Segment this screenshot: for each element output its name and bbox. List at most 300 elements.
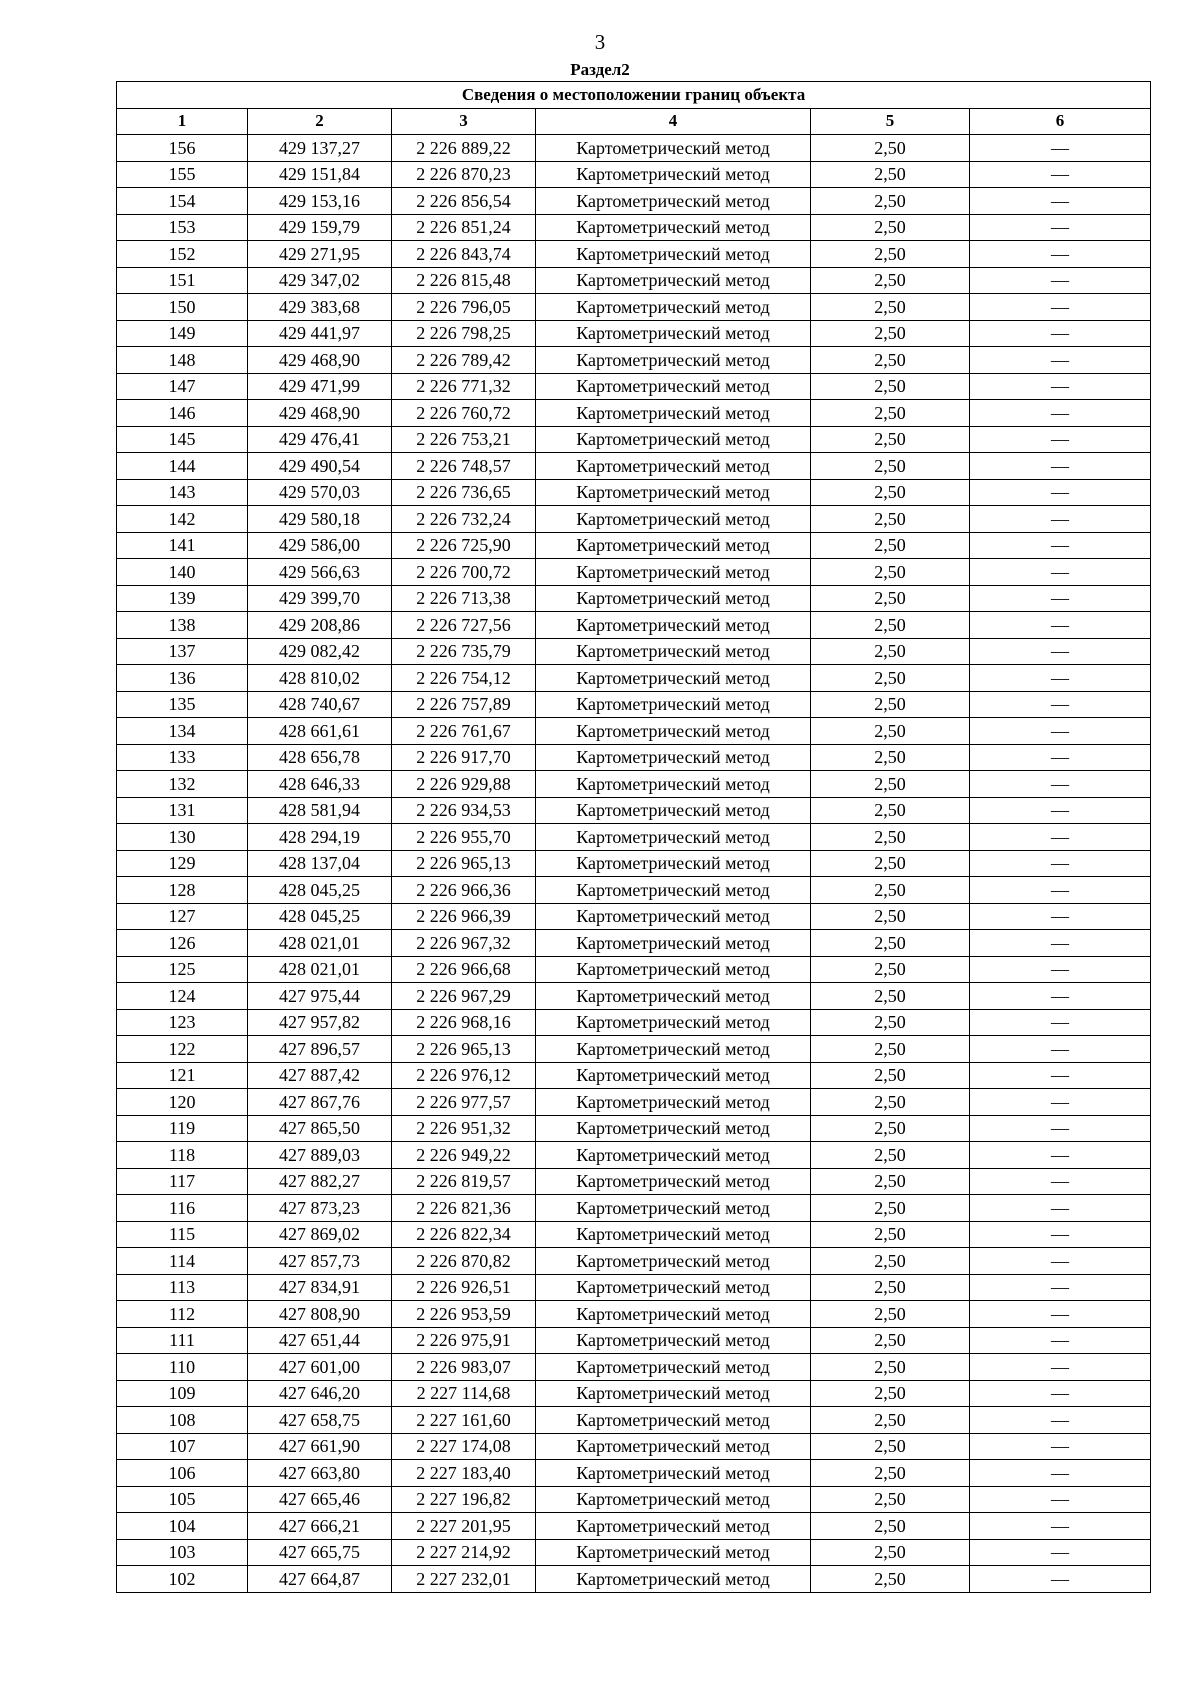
- dash-text: —: [1051, 1330, 1070, 1351]
- cell-coordinate-y: 2 226 843,74: [392, 241, 536, 268]
- cell-method: Картометрический метод: [536, 1168, 811, 1195]
- cell-method: Картометрический метод: [536, 188, 811, 215]
- cell-coordinate-x: 427 664,87: [248, 1566, 392, 1593]
- cell-description: [970, 1062, 1151, 1089]
- cell-point-number: 133: [117, 744, 248, 771]
- table-row: [117, 1566, 1151, 1593]
- table-row: [117, 665, 1151, 692]
- dash-text: —: [1051, 1038, 1070, 1059]
- table-row: [117, 532, 1151, 559]
- cell-accuracy: 2,50: [811, 1354, 970, 1381]
- dash-text: —: [1051, 455, 1070, 476]
- table-row: [117, 850, 1151, 877]
- cell-point-number: 113: [117, 1274, 248, 1301]
- table-row: [117, 956, 1151, 983]
- cell-accuracy: 2,50: [811, 1062, 970, 1089]
- cell-coordinate-y: 2 226 735,79: [392, 638, 536, 665]
- dash-text: —: [1051, 720, 1070, 741]
- cell-coordinate-x: 428 137,04: [248, 850, 392, 877]
- cell-point-number: 147: [117, 373, 248, 400]
- cell-accuracy: 2,50: [811, 1380, 970, 1407]
- cell-method: Картометрический метод: [536, 665, 811, 692]
- cell-method: Картометрический метод: [536, 824, 811, 851]
- cell-accuracy: 2,50: [811, 1566, 970, 1593]
- cell-method: Картометрический метод: [536, 1327, 811, 1354]
- table-row: [117, 506, 1151, 533]
- cell-coordinate-x: 428 661,61: [248, 718, 392, 745]
- dash-text: —: [1051, 853, 1070, 874]
- cell-coordinate-x: 429 153,16: [248, 188, 392, 215]
- column-header: 4: [536, 108, 811, 135]
- cell-coordinate-x: 429 399,70: [248, 585, 392, 612]
- cell-coordinate-x: 429 383,68: [248, 294, 392, 321]
- cell-coordinate-y: 2 226 951,32: [392, 1115, 536, 1142]
- cell-coordinate-x: 429 580,18: [248, 506, 392, 533]
- cell-method: Картометрический метод: [536, 559, 811, 586]
- cell-method: Картометрический метод: [536, 956, 811, 983]
- dash-text: —: [1051, 561, 1070, 582]
- cell-coordinate-x: 427 896,57: [248, 1036, 392, 1063]
- cell-accuracy: 2,50: [811, 983, 970, 1010]
- table-row: [117, 135, 1151, 162]
- cell-coordinate-y: 2 226 771,32: [392, 373, 536, 400]
- cell-coordinate-y: 2 226 753,21: [392, 426, 536, 453]
- cell-accuracy: 2,50: [811, 1301, 970, 1328]
- cell-description: [970, 1486, 1151, 1513]
- cell-point-number: 140: [117, 559, 248, 586]
- cell-accuracy: 2,50: [811, 744, 970, 771]
- cell-method: Картометрический метод: [536, 400, 811, 427]
- cell-coordinate-x: 427 663,80: [248, 1460, 392, 1487]
- cell-coordinate-x: 427 887,42: [248, 1062, 392, 1089]
- dash-text: —: [1051, 773, 1070, 794]
- cell-coordinate-x: 429 441,97: [248, 320, 392, 347]
- cell-point-number: 145: [117, 426, 248, 453]
- cell-method: Картометрический метод: [536, 373, 811, 400]
- cell-accuracy: 2,50: [811, 797, 970, 824]
- table-row: [117, 1036, 1151, 1063]
- cell-accuracy: 2,50: [811, 320, 970, 347]
- table-row: [117, 744, 1151, 771]
- cell-method: Картометрический метод: [536, 1274, 811, 1301]
- cell-coordinate-y: 2 226 976,12: [392, 1062, 536, 1089]
- cell-point-number: 115: [117, 1221, 248, 1248]
- cell-point-number: 151: [117, 267, 248, 294]
- cell-coordinate-x: 429 566,63: [248, 559, 392, 586]
- table-row: [117, 1433, 1151, 1460]
- cell-coordinate-y: 2 226 851,24: [392, 214, 536, 241]
- column-header-row: [117, 108, 1151, 135]
- cell-point-number: 103: [117, 1539, 248, 1566]
- table-row: [117, 612, 1151, 639]
- dash-text: —: [1051, 1091, 1070, 1112]
- cell-description: [970, 612, 1151, 639]
- cell-point-number: 102: [117, 1566, 248, 1593]
- table-row: [117, 1301, 1151, 1328]
- cell-coordinate-y: 2 227 201,95: [392, 1513, 536, 1540]
- cell-method: Картометрический метод: [536, 1301, 811, 1328]
- dash-text: —: [1051, 482, 1070, 503]
- cell-accuracy: 2,50: [811, 479, 970, 506]
- cell-accuracy: 2,50: [811, 559, 970, 586]
- table-row: [117, 320, 1151, 347]
- cell-method: Картометрический метод: [536, 426, 811, 453]
- cell-accuracy: 2,50: [811, 294, 970, 321]
- cell-coordinate-y: 2 227 214,92: [392, 1539, 536, 1566]
- dash-text: —: [1051, 800, 1070, 821]
- table-row: [117, 1327, 1151, 1354]
- cell-coordinate-y: 2 227 183,40: [392, 1460, 536, 1487]
- cell-method: Картометрический метод: [536, 1354, 811, 1381]
- cell-point-number: 128: [117, 877, 248, 904]
- cell-accuracy: 2,50: [811, 691, 970, 718]
- cell-coordinate-x: 428 656,78: [248, 744, 392, 771]
- cell-coordinate-y: 2 227 232,01: [392, 1566, 536, 1593]
- cell-description: [970, 1168, 1151, 1195]
- cell-coordinate-x: 427 651,44: [248, 1327, 392, 1354]
- cell-point-number: 156: [117, 135, 248, 162]
- cell-coordinate-y: 2 226 953,59: [392, 1301, 536, 1328]
- cell-method: Картометрический метод: [536, 771, 811, 798]
- dash-text: —: [1051, 879, 1070, 900]
- cell-method: Картометрический метод: [536, 347, 811, 374]
- cell-coordinate-y: 2 226 966,36: [392, 877, 536, 904]
- cell-accuracy: 2,50: [811, 718, 970, 745]
- dash-text: —: [1051, 1436, 1070, 1457]
- dash-text: —: [1051, 906, 1070, 927]
- cell-coordinate-y: 2 226 727,56: [392, 612, 536, 639]
- cell-coordinate-y: 2 226 977,57: [392, 1089, 536, 1116]
- cell-point-number: 131: [117, 797, 248, 824]
- cell-coordinate-x: 429 471,99: [248, 373, 392, 400]
- cell-method: Картометрический метод: [536, 1221, 811, 1248]
- table-row: [117, 797, 1151, 824]
- dash-text: —: [1051, 1409, 1070, 1430]
- cell-method: Картометрический метод: [536, 214, 811, 241]
- table-row: [117, 241, 1151, 268]
- table-row: [117, 1486, 1151, 1513]
- cell-method: Картометрический метод: [536, 1433, 811, 1460]
- dash-text: —: [1051, 1144, 1070, 1165]
- cell-point-number: 137: [117, 638, 248, 665]
- cell-accuracy: 2,50: [811, 638, 970, 665]
- cell-coordinate-y: 2 226 929,88: [392, 771, 536, 798]
- column-header: 5: [811, 108, 970, 135]
- cell-coordinate-y: 2 226 732,24: [392, 506, 536, 533]
- dash-text: —: [1051, 588, 1070, 609]
- cell-coordinate-x: 427 865,50: [248, 1115, 392, 1142]
- cell-description: [970, 718, 1151, 745]
- cell-point-number: 144: [117, 453, 248, 480]
- table-row: [117, 1513, 1151, 1540]
- cell-description: [970, 1115, 1151, 1142]
- cell-coordinate-x: 429 137,27: [248, 135, 392, 162]
- cell-accuracy: 2,50: [811, 1327, 970, 1354]
- dash-text: —: [1051, 985, 1070, 1006]
- table-row: [117, 718, 1151, 745]
- dash-text: —: [1051, 932, 1070, 953]
- cell-coordinate-y: 2 227 161,60: [392, 1407, 536, 1434]
- cell-coordinate-y: 2 226 949,22: [392, 1142, 536, 1169]
- cell-accuracy: 2,50: [811, 956, 970, 983]
- cell-description: [970, 744, 1151, 771]
- cell-description: [970, 506, 1151, 533]
- cell-description: [970, 135, 1151, 162]
- cell-accuracy: 2,50: [811, 1248, 970, 1275]
- table-row: [117, 824, 1151, 851]
- cell-coordinate-y: 2 226 965,13: [392, 850, 536, 877]
- cell-point-number: 124: [117, 983, 248, 1010]
- cell-coordinate-y: 2 226 975,91: [392, 1327, 536, 1354]
- cell-accuracy: 2,50: [811, 453, 970, 480]
- table-row: [117, 453, 1151, 480]
- cell-accuracy: 2,50: [811, 930, 970, 957]
- cell-method: Картометрический метод: [536, 1115, 811, 1142]
- dash-text: —: [1051, 535, 1070, 556]
- cell-method: Картометрический метод: [536, 718, 811, 745]
- cell-accuracy: 2,50: [811, 771, 970, 798]
- column-header: 3: [392, 108, 536, 135]
- table-row: [117, 1221, 1151, 1248]
- cell-point-number: 132: [117, 771, 248, 798]
- cell-coordinate-x: 429 586,00: [248, 532, 392, 559]
- cell-point-number: 142: [117, 506, 248, 533]
- cell-coordinate-x: 427 873,23: [248, 1195, 392, 1222]
- cell-accuracy: 2,50: [811, 267, 970, 294]
- cell-point-number: 109: [117, 1380, 248, 1407]
- cell-coordinate-x: 428 294,19: [248, 824, 392, 851]
- cell-coordinate-y: 2 227 114,68: [392, 1380, 536, 1407]
- dash-text: —: [1051, 1224, 1070, 1245]
- cell-description: [970, 1327, 1151, 1354]
- table-row: [117, 161, 1151, 188]
- cell-accuracy: 2,50: [811, 400, 970, 427]
- table-row: [117, 214, 1151, 241]
- cell-description: [970, 214, 1151, 241]
- cell-description: [970, 1195, 1151, 1222]
- cell-coordinate-x: 427 665,75: [248, 1539, 392, 1566]
- cell-coordinate-x: 428 646,33: [248, 771, 392, 798]
- cell-point-number: 106: [117, 1460, 248, 1487]
- cell-coordinate-y: 2 226 757,89: [392, 691, 536, 718]
- cell-coordinate-y: 2 226 700,72: [392, 559, 536, 586]
- cell-point-number: 123: [117, 1009, 248, 1036]
- cell-description: [970, 903, 1151, 930]
- cell-method: Картометрический метод: [536, 1486, 811, 1513]
- cell-accuracy: 2,50: [811, 532, 970, 559]
- cell-coordinate-x: 427 882,27: [248, 1168, 392, 1195]
- cell-coordinate-x: 427 857,73: [248, 1248, 392, 1275]
- cell-method: Картометрический метод: [536, 850, 811, 877]
- cell-method: Картометрический метод: [536, 797, 811, 824]
- dash-text: —: [1051, 137, 1070, 158]
- cell-coordinate-x: 429 159,79: [248, 214, 392, 241]
- dash-text: —: [1051, 694, 1070, 715]
- cell-coordinate-x: 427 869,02: [248, 1221, 392, 1248]
- cell-accuracy: 2,50: [811, 1513, 970, 1540]
- dash-text: —: [1051, 1118, 1070, 1139]
- cell-coordinate-y: 2 226 760,72: [392, 400, 536, 427]
- column-header: 2: [248, 108, 392, 135]
- cell-point-number: 136: [117, 665, 248, 692]
- cell-coordinate-x: 429 271,95: [248, 241, 392, 268]
- cell-coordinate-x: 429 347,02: [248, 267, 392, 294]
- column-header: 6: [970, 108, 1151, 135]
- cell-coordinate-y: 2 226 822,34: [392, 1221, 536, 1248]
- cell-accuracy: 2,50: [811, 241, 970, 268]
- cell-coordinate-y: 2 226 819,57: [392, 1168, 536, 1195]
- cell-accuracy: 2,50: [811, 347, 970, 374]
- dash-text: —: [1051, 747, 1070, 768]
- cell-method: Картометрический метод: [536, 241, 811, 268]
- dash-text: —: [1051, 1568, 1070, 1589]
- cell-accuracy: 2,50: [811, 426, 970, 453]
- dash-text: —: [1051, 349, 1070, 370]
- cell-coordinate-x: 429 151,84: [248, 161, 392, 188]
- dash-text: —: [1051, 164, 1070, 185]
- cell-method: Картометрический метод: [536, 1036, 811, 1063]
- cell-description: [970, 1301, 1151, 1328]
- cell-description: [970, 1274, 1151, 1301]
- dash-text: —: [1051, 217, 1070, 238]
- cell-method: Картометрический метод: [536, 1513, 811, 1540]
- dash-text: —: [1051, 641, 1070, 662]
- cell-coordinate-y: 2 226 821,36: [392, 1195, 536, 1222]
- table-row: [117, 771, 1151, 798]
- cell-method: Картометрический метод: [536, 930, 811, 957]
- table-row: [117, 347, 1151, 374]
- dash-text: —: [1051, 1012, 1070, 1033]
- table-row: [117, 638, 1151, 665]
- cell-coordinate-y: 2 226 754,12: [392, 665, 536, 692]
- cell-method: Картометрический метод: [536, 1142, 811, 1169]
- cell-accuracy: 2,50: [811, 1009, 970, 1036]
- cell-point-number: 114: [117, 1248, 248, 1275]
- cell-coordinate-y: 2 226 983,07: [392, 1354, 536, 1381]
- cell-description: [970, 426, 1151, 453]
- cell-description: [970, 585, 1151, 612]
- cell-point-number: 108: [117, 1407, 248, 1434]
- table-row: [117, 1009, 1151, 1036]
- table-row: [117, 1407, 1151, 1434]
- cell-description: [970, 479, 1151, 506]
- cell-point-number: 146: [117, 400, 248, 427]
- cell-point-number: 117: [117, 1168, 248, 1195]
- cell-coordinate-x: 427 957,82: [248, 1009, 392, 1036]
- cell-accuracy: 2,50: [811, 1036, 970, 1063]
- dash-text: —: [1051, 243, 1070, 264]
- cell-coordinate-x: 429 082,42: [248, 638, 392, 665]
- cell-method: Картометрический метод: [536, 294, 811, 321]
- dash-text: —: [1051, 1489, 1070, 1510]
- cell-coordinate-y: 2 226 736,65: [392, 479, 536, 506]
- cell-accuracy: 2,50: [811, 1089, 970, 1116]
- table-body: [117, 135, 1151, 1593]
- table-row: [117, 479, 1151, 506]
- cell-coordinate-x: 427 808,90: [248, 1301, 392, 1328]
- table-row: [117, 930, 1151, 957]
- cell-point-number: 143: [117, 479, 248, 506]
- cell-accuracy: 2,50: [811, 214, 970, 241]
- cell-point-number: 155: [117, 161, 248, 188]
- cell-method: Картометрический метод: [536, 983, 811, 1010]
- table-row: [117, 188, 1151, 215]
- cell-accuracy: 2,50: [811, 665, 970, 692]
- cell-coordinate-y: 2 226 748,57: [392, 453, 536, 480]
- cell-accuracy: 2,50: [811, 824, 970, 851]
- cell-point-number: 126: [117, 930, 248, 957]
- cell-coordinate-y: 2 227 196,82: [392, 1486, 536, 1513]
- dash-text: —: [1051, 959, 1070, 980]
- dash-text: —: [1051, 1250, 1070, 1271]
- cell-coordinate-x: 428 045,25: [248, 877, 392, 904]
- dash-text: —: [1051, 1277, 1070, 1298]
- dash-text: —: [1051, 1171, 1070, 1192]
- dash-text: —: [1051, 270, 1070, 291]
- cell-method: Картометрический метод: [536, 903, 811, 930]
- cell-description: [970, 1380, 1151, 1407]
- page-number: 3: [594, 30, 606, 54]
- table-row: [117, 1142, 1151, 1169]
- cell-accuracy: 2,50: [811, 1274, 970, 1301]
- cell-point-number: 130: [117, 824, 248, 851]
- cell-coordinate-y: 2 226 967,29: [392, 983, 536, 1010]
- table-row: [117, 400, 1151, 427]
- cell-accuracy: 2,50: [811, 1115, 970, 1142]
- cell-accuracy: 2,50: [811, 877, 970, 904]
- cell-coordinate-y: 2 226 789,42: [392, 347, 536, 374]
- cell-description: [970, 1433, 1151, 1460]
- table-row: [117, 1380, 1151, 1407]
- cell-description: [970, 1142, 1151, 1169]
- cell-method: Картометрический метод: [536, 1195, 811, 1222]
- cell-description: [970, 771, 1151, 798]
- cell-description: [970, 559, 1151, 586]
- cell-accuracy: 2,50: [811, 1460, 970, 1487]
- cell-method: Картометрический метод: [536, 1407, 811, 1434]
- cell-description: [970, 267, 1151, 294]
- cell-accuracy: 2,50: [811, 1486, 970, 1513]
- cell-description: [970, 665, 1151, 692]
- dash-text: —: [1051, 1515, 1070, 1536]
- cell-coordinate-x: 427 975,44: [248, 983, 392, 1010]
- cell-coordinate-x: 427 665,46: [248, 1486, 392, 1513]
- table-row: [117, 585, 1151, 612]
- cell-coordinate-x: 427 658,75: [248, 1407, 392, 1434]
- cell-coordinate-x: 429 476,41: [248, 426, 392, 453]
- dash-text: —: [1051, 402, 1070, 423]
- cell-description: [970, 347, 1151, 374]
- dash-text: —: [1051, 376, 1070, 397]
- table-row: [117, 294, 1151, 321]
- cell-coordinate-x: 429 490,54: [248, 453, 392, 480]
- cell-coordinate-y: 2 226 965,13: [392, 1036, 536, 1063]
- cell-description: [970, 1354, 1151, 1381]
- table-row: [117, 559, 1151, 586]
- cell-coordinate-y: 2 226 926,51: [392, 1274, 536, 1301]
- cell-description: [970, 188, 1151, 215]
- cell-coordinate-x: 428 045,25: [248, 903, 392, 930]
- cell-accuracy: 2,50: [811, 373, 970, 400]
- cell-point-number: 122: [117, 1036, 248, 1063]
- table-row: [117, 1274, 1151, 1301]
- cell-coordinate-y: 2 226 725,90: [392, 532, 536, 559]
- cell-coordinate-x: 428 740,67: [248, 691, 392, 718]
- cell-description: [970, 1407, 1151, 1434]
- dash-text: —: [1051, 296, 1070, 317]
- dash-text: —: [1051, 1462, 1070, 1483]
- cell-point-number: 112: [117, 1301, 248, 1328]
